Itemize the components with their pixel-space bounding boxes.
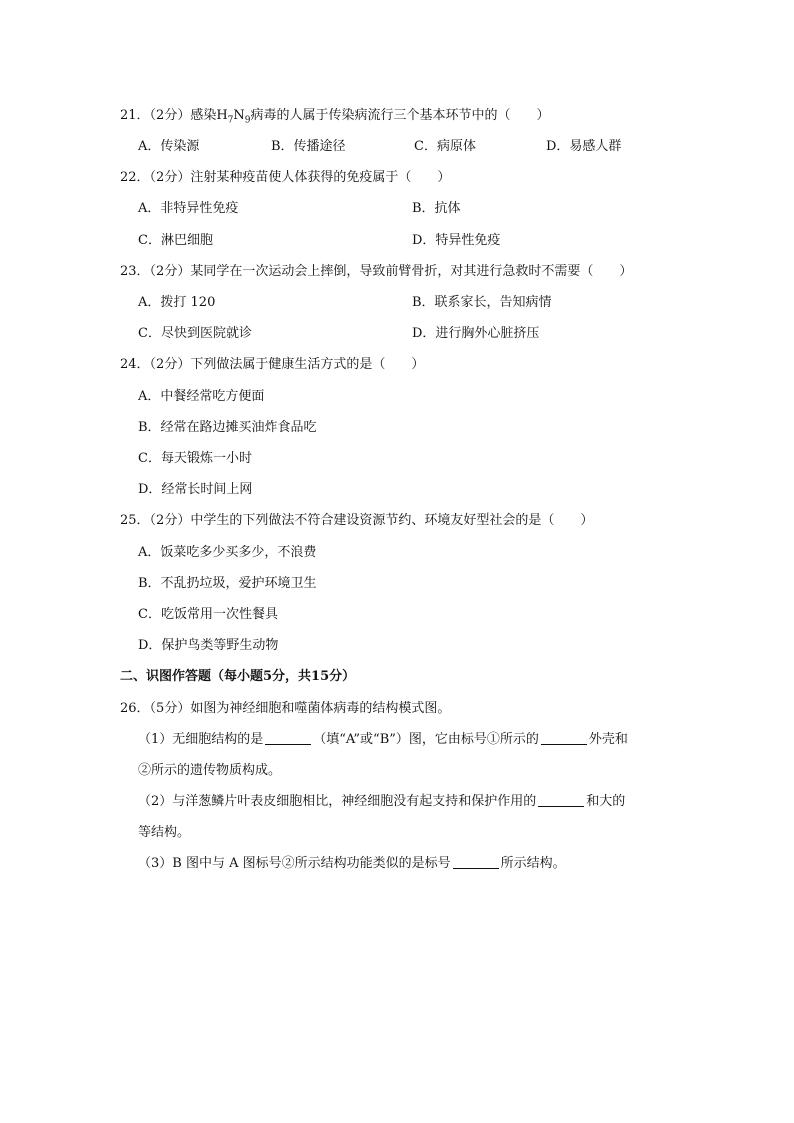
question-21	[120, 104, 550, 126]
option-c[interactable]: C．吃饭常用一次性餐具	[138, 607, 278, 622]
subscript-7: 7	[227, 115, 234, 126]
question-23	[120, 260, 632, 279]
option-b[interactable]: B．不乱扔垃圾，爱护环境卫生	[138, 576, 317, 591]
sub-question-1-line2: ②所示的遗传物质构成。	[138, 763, 282, 778]
question-number: 23．（2分）	[120, 264, 191, 279]
question-text-post: 病毒的人属于传染病流行三个基本环节中的（ ）	[250, 108, 550, 123]
question-number: 25．（2分）	[120, 513, 191, 528]
option-a[interactable]: A．拨打 120	[138, 295, 216, 310]
subscript-9: 9	[244, 115, 251, 126]
option-c[interactable]: C．病原体	[414, 139, 476, 154]
sub-question-3	[138, 852, 566, 871]
section-heading: 二、识图作答题（每小题5分，共15分）	[120, 669, 356, 684]
option-d[interactable]: D．进行胸外心脏挤压	[412, 326, 540, 341]
question-text: 如图为神经细胞和噬菌体病毒的结构模式图。	[190, 701, 451, 716]
question-text: 某同学在一次运动会上摔倒，导致前臂骨折，对其进行急救时不需要（ ）	[190, 264, 633, 279]
option-c[interactable]: C．淋巴细胞	[138, 233, 213, 248]
question-number: 26．（5分）	[120, 701, 191, 716]
option-c[interactable]: C．每天锻炼一小时	[138, 451, 252, 466]
option-d[interactable]: D．经常长时间上网	[138, 482, 253, 497]
option-c[interactable]: C．尽快到医院就诊	[138, 326, 252, 341]
option-a[interactable]: A．中餐经常吃方便面	[138, 389, 265, 404]
answer-blank[interactable]	[265, 732, 311, 745]
question-25	[120, 509, 593, 528]
answer-blank[interactable]	[453, 856, 499, 869]
option-b[interactable]: B．传播途径	[271, 139, 346, 154]
sub-question-text: （2）与洋葱鳞片叶表皮细胞相比，神经细胞没有起支持和保护作用的	[138, 794, 537, 809]
sub-question-text: 所示结构。	[500, 856, 566, 871]
question-text: 中学生的下列做法不符合建设资源节约、环境友好型社会的是（ ）	[190, 513, 594, 528]
sub-question-text: 外壳和	[588, 732, 628, 747]
option-a[interactable]: A．饭菜吃多少买多少，不浪费	[138, 545, 317, 560]
sub-question-1	[138, 728, 628, 747]
option-d[interactable]: D．易感人群	[546, 139, 622, 154]
option-d[interactable]: D．特异性免疫	[412, 233, 501, 248]
sub-question-2	[138, 790, 625, 809]
question-text: 注射某种疫苗使人体获得的免疫属于（ ）	[190, 170, 451, 185]
option-b[interactable]: B．联系家长，告知病情	[412, 295, 552, 310]
question-number: 24．（2分）	[120, 357, 191, 372]
sub-question-text: （1）无细胞结构的是	[138, 732, 264, 747]
question-text-mid: N	[233, 108, 245, 123]
sub-question-text: （填“A”或“B”）图，它由标号①所示的	[313, 732, 539, 747]
option-b[interactable]: B．经常在路边摊买油炸食品吃	[138, 420, 317, 435]
answer-blank[interactable]	[538, 794, 584, 807]
question-22	[120, 166, 450, 185]
question-text-pre: 感染H	[190, 108, 228, 123]
sub-question-text: （3）B 图中与 A 图标号②所示结构功能类似的是标号	[138, 856, 451, 871]
option-a[interactable]: A．非特异性免疫	[138, 201, 239, 216]
question-24	[120, 353, 424, 372]
question-number: 21．（2分）	[120, 108, 191, 123]
option-a[interactable]: A．传染源	[138, 139, 200, 154]
option-d[interactable]: D．保护鸟类等野生动物	[138, 638, 279, 653]
question-26	[120, 697, 450, 716]
option-b[interactable]: B．抗体	[412, 201, 461, 216]
sub-question-text: 和大的	[586, 794, 626, 809]
question-number: 22．（2分）	[120, 170, 191, 185]
sub-question-2-line2: 等结构。	[138, 825, 191, 840]
question-text: 下列做法属于健康生活方式的是（ ）	[190, 357, 425, 372]
answer-blank[interactable]	[541, 732, 587, 745]
